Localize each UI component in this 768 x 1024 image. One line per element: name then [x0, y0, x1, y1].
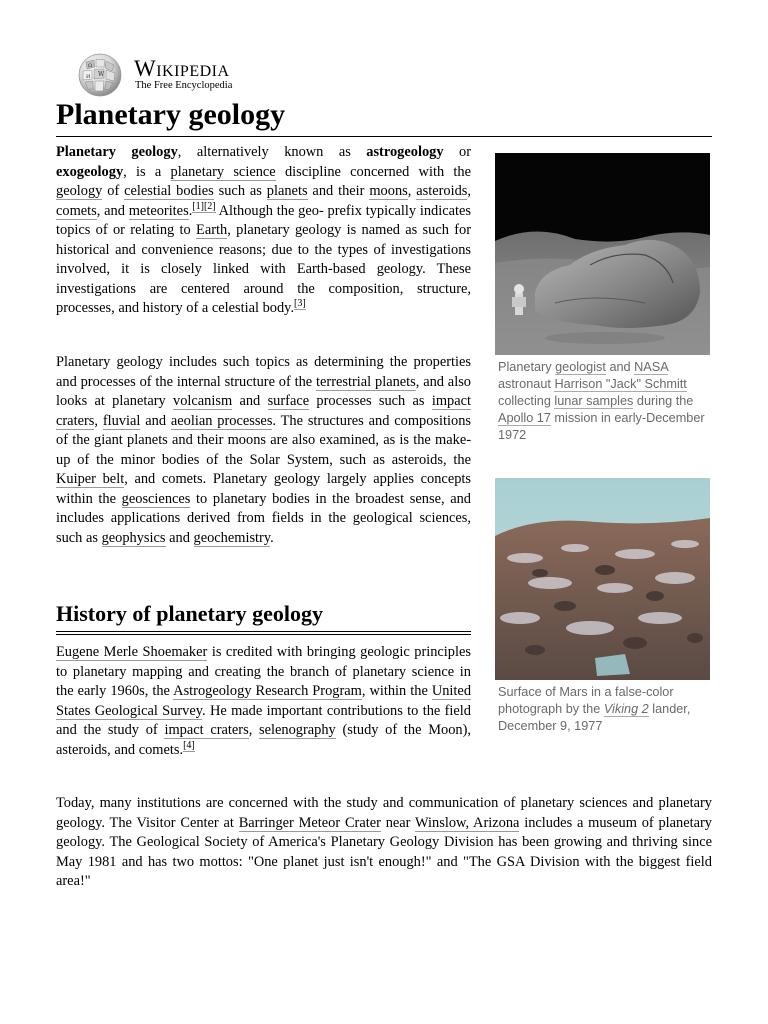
intro-paragraph-1: [56, 143, 471, 319]
text-run: . He made important contributions to the field and the study of: [56, 702, 471, 738]
text-run: during the: [633, 394, 694, 408]
wiki-link[interactable]: Winslow, Arizona: [415, 814, 520, 831]
text-run: .: [270, 529, 274, 546]
wiki-link[interactable]: Viking 2: [603, 702, 649, 716]
text-run: .: [188, 202, 193, 219]
wiki-link[interactable]: Kuiper belt: [56, 471, 125, 487]
figure-apollo-17: [495, 153, 710, 444]
citation-link[interactable]: [4]: [183, 739, 195, 751]
wikipedia-wordmark: Wikipedia: [134, 56, 230, 81]
svg-text:W: W: [98, 71, 105, 78]
text-run: and: [140, 412, 171, 429]
wiki-link[interactable]: comets: [56, 202, 97, 219]
citation-link[interactable]: [3]: [294, 298, 306, 309]
wiki-link[interactable]: geologist: [555, 360, 606, 374]
wiki-link[interactable]: asteroids: [416, 183, 468, 199]
page-title: Planetary geology: [56, 96, 712, 137]
text-run: Today, many institutions are concerned with the study and communication of planetary sciences and planetary geology. The Visitor Center at: [56, 795, 712, 831]
text-run: and their: [307, 183, 370, 199]
intro-paragraph-2: [56, 353, 471, 548]
history-paragraph-2: [56, 794, 712, 892]
wiki-link[interactable]: NASA: [634, 360, 668, 374]
bold-term: astrogeology: [366, 144, 444, 160]
mars-surface-photo[interactable]: [495, 478, 710, 680]
history-paragraph-1: [56, 643, 471, 760]
wiki-link[interactable]: geophysics: [101, 529, 166, 546]
text-run: lander, December 9, 1977: [498, 702, 691, 733]
wiki-link[interactable]: Astrogeology Research Program: [173, 683, 362, 699]
wiki-link[interactable]: Barringer Meteor Crater: [238, 814, 381, 831]
text-run: is credited with bringing geologic principles to planetary mapping and creating the branch of planetary science in the early 1960s, the: [56, 644, 471, 699]
text-run: Surface of Mars in a false-color photograph by the: [498, 685, 674, 716]
citation-link[interactable]: [1]: [192, 200, 204, 212]
text-run: , alternatively known as: [177, 144, 367, 160]
svg-text:И: И: [86, 74, 91, 80]
text-run: discipline concerned with the: [275, 163, 471, 180]
bold-term: exogeology: [56, 163, 124, 180]
wiki-link[interactable]: selenography: [259, 722, 336, 738]
wiki-link[interactable]: terrestrial planets: [316, 373, 416, 390]
text-run: ,: [407, 183, 417, 199]
figure-caption: [495, 359, 710, 444]
text-run: . The structures and compositions of the giant planets and their moons are also examined, as is the make-up of the minor bodies of the Solar System, such as asteroids, the: [56, 412, 471, 468]
wiki-link[interactable]: volcanism: [173, 393, 233, 409]
text-run: astronaut: [498, 377, 555, 391]
apollo-17-photo[interactable]: [495, 153, 710, 355]
wiki-link[interactable]: meteorites: [128, 202, 189, 219]
text-run: (study of the Moon), asteroids, and comets.: [56, 722, 471, 758]
text-run: near: [380, 814, 416, 831]
text-run: to planetary bodies in the broadest sense, and includes applications derived from fields in the geological sciences, such as: [56, 490, 471, 546]
wiki-link[interactable]: Earth: [196, 222, 228, 238]
bold-term: Planetary geology: [56, 144, 178, 160]
section-heading-history: History of planetary geology: [56, 599, 471, 635]
wiki-link[interactable]: impact craters: [56, 393, 471, 429]
wiki-link[interactable]: geochemistry: [193, 529, 271, 546]
wiki-link[interactable]: surface: [267, 393, 310, 409]
wiki-link[interactable]: Harrison "Jack" Schmitt: [554, 377, 687, 391]
text-run: ,: [467, 183, 471, 199]
wikipedia-logo[interactable]: [74, 53, 254, 97]
figure-caption: [495, 684, 710, 735]
text-run: and: [232, 393, 268, 409]
text-run: , and also looks at planetary: [56, 373, 471, 409]
wiki-link[interactable]: impact craters: [164, 722, 249, 738]
wiki-link[interactable]: Eugene Merle Shoemaker: [56, 644, 208, 660]
citation-link[interactable]: [2]: [203, 200, 216, 212]
text-run: , and: [96, 202, 129, 219]
text-run: , within the: [361, 683, 432, 699]
text-run: and: [605, 360, 635, 374]
wiki-link[interactable]: planets: [266, 183, 308, 199]
text-run: Although the geo- prefix typically indicates topics of or relating to: [56, 202, 471, 238]
wiki-link[interactable]: geosciences: [121, 490, 191, 507]
text-run: and: [165, 529, 194, 546]
text-run: , is a: [123, 163, 171, 180]
wiki-link[interactable]: celestial bodies: [124, 183, 214, 199]
figure-mars-viking-2: [495, 478, 710, 735]
wiki-link[interactable]: United States Geological Survey: [56, 683, 472, 719]
wikipedia-globe-icon: [74, 53, 124, 97]
text-run: , planetary geology is named as such for historical and convenience reasons; due to the types of investigations involved, it is closely linked with Earth-based geology. These investigations are centered around the composition, structure, processes, and history of a celestial body.: [56, 222, 471, 316]
svg-text:Ω: Ω: [88, 63, 93, 69]
text-run: , and comets. Planetary geology largely applies concepts within the: [56, 471, 471, 507]
wiki-link[interactable]: Apollo 17: [498, 411, 551, 425]
wiki-link[interactable]: planetary science: [170, 163, 276, 180]
wiki-link[interactable]: aeolian processes: [170, 412, 273, 429]
wikipedia-tagline: The Free Encyclopedia: [135, 80, 233, 91]
text-run: of: [102, 183, 125, 199]
text-run: Planetary geology includes such topics as determining the properties and processes of the internal structure of the: [56, 354, 471, 390]
text-run: processes such as: [309, 393, 432, 409]
text-run: collecting: [498, 394, 555, 408]
wiki-link[interactable]: fluvial: [102, 412, 141, 429]
text-run: ,: [94, 412, 103, 429]
wiki-link[interactable]: lunar samples: [554, 394, 634, 408]
text-run: ,: [248, 722, 260, 738]
text-run: Planetary: [498, 360, 556, 374]
text-run: mission in early-December 1972: [498, 411, 705, 442]
wiki-link[interactable]: geology: [56, 183, 103, 199]
wiki-link[interactable]: moons: [369, 183, 408, 199]
text-run: such as: [213, 183, 267, 199]
text-run: or: [443, 144, 471, 160]
text-run: includes a museum of planetary geology. The Geological Society of America's Planetary Geology Division has been growing and thriving since May 1981 and has two mottos: "One planet just isn't enough!" and "The GSA Division with the biggest field area!": [56, 814, 713, 889]
